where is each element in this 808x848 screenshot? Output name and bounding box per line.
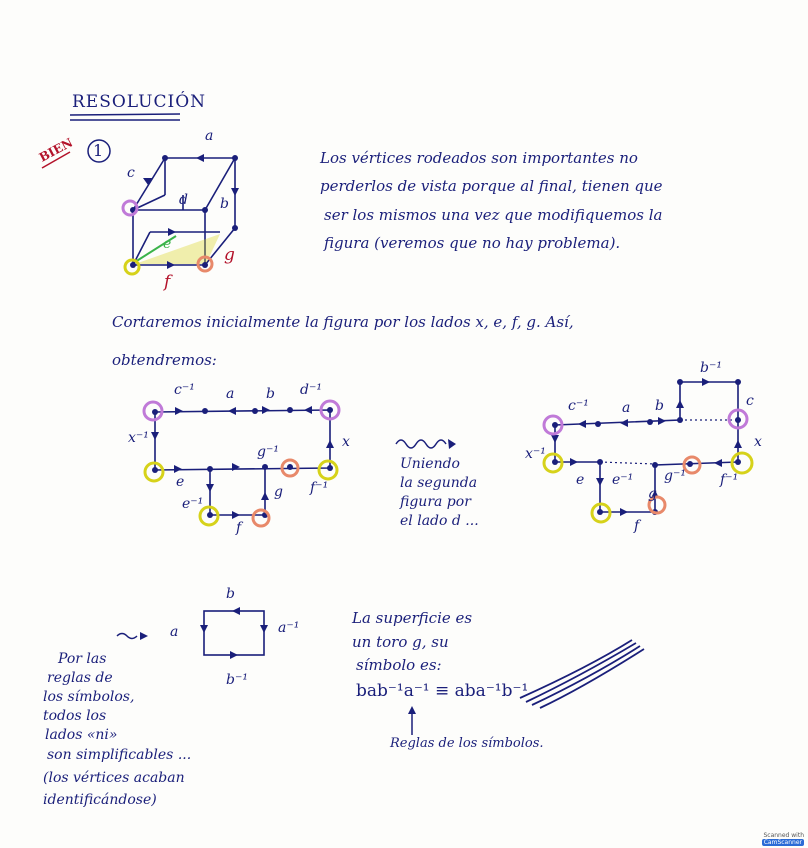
cut-line: obtendremos: — [112, 351, 217, 369]
cube-label-d: d — [179, 192, 188, 208]
rules-caption: Reglas de los símbolos. — [390, 736, 544, 751]
scanner-watermark-line1: Scanned with — [763, 832, 804, 839]
side-note-line: todos los — [43, 708, 107, 724]
item-number: 1 — [93, 141, 104, 160]
scanner-watermark-line2: CamScanner — [763, 839, 802, 846]
net2-label: f⁻¹ — [720, 472, 739, 488]
side-note-line: identificándose) — [43, 792, 157, 808]
net1-label: f⁻¹ — [310, 480, 329, 496]
net2-label: f — [634, 518, 640, 534]
cube-label-b: b — [220, 196, 229, 212]
joining-note-line: el lado d ... — [400, 513, 479, 529]
net1-label: b — [266, 386, 275, 402]
joining-note-line: figura por — [400, 494, 471, 510]
square-label-right: a⁻¹ — [278, 620, 300, 636]
net1-label: e⁻¹ — [182, 496, 204, 512]
net1-label: x — [342, 434, 350, 450]
cube-label-c: c — [127, 165, 135, 181]
net2-label: a — [622, 400, 631, 416]
square-label-top: b — [226, 586, 235, 602]
side-note-line: Por las — [58, 651, 107, 667]
intro-line: perderlos de vista porque al final, tienen que — [320, 177, 663, 195]
side-note-line: reglas de — [47, 670, 113, 686]
side-note-line: (los vértices acaban — [43, 770, 185, 786]
side-note-line: son simplificables ... — [47, 747, 192, 763]
surface-line: La superficie es — [352, 609, 473, 627]
net2-label: g — [648, 486, 657, 502]
cube-label-g: g — [224, 245, 235, 265]
cube-label-a: a — [205, 128, 214, 144]
surface-line: símbolo es: — [356, 656, 442, 674]
page-heading: RESOLUCIÓN — [72, 92, 207, 112]
intro-line: ser los mismos una vez que modifiquemos la — [324, 206, 663, 224]
grade-mark: BIEN — [36, 135, 76, 165]
net2-label: c — [746, 393, 754, 409]
net2-label: g⁻¹ — [664, 468, 686, 484]
square-label-left: a — [170, 624, 179, 640]
net1-label: d⁻¹ — [300, 382, 322, 398]
net2-label: b⁻¹ — [700, 360, 722, 376]
net2-label: b — [655, 398, 664, 414]
cube-label-e: e — [163, 236, 172, 252]
net1-label: f — [236, 520, 242, 536]
surface-line: un toro g, su — [352, 633, 449, 651]
intro-line: Los vértices rodeados son importantes no — [320, 149, 638, 167]
net1-label: a — [226, 386, 235, 402]
side-note-line: lados «ni» — [45, 727, 118, 743]
symbol-equation: bab⁻¹a⁻¹ ≡ aba⁻¹b⁻¹ — [356, 681, 529, 701]
net1-label: c⁻¹ — [174, 382, 195, 398]
square-label-bottom: b⁻¹ — [226, 672, 248, 688]
net2-label: c⁻¹ — [568, 398, 589, 414]
scanner-watermark — [762, 832, 804, 846]
cube-label-f: f — [164, 272, 171, 292]
net2-label: x — [754, 434, 762, 450]
cut-line: Cortaremos inicialmente la figura por los lados x, e, f, g. Así, — [112, 313, 574, 331]
joining-note-line: Uniendo — [400, 456, 460, 472]
net2-label: e — [576, 472, 585, 488]
net1-label: x⁻¹ — [128, 430, 149, 446]
intro-line: figura (veremos que no hay problema). — [324, 234, 621, 252]
side-note-line: los símbolos, — [43, 689, 135, 705]
joining-note-line: la segunda — [400, 475, 478, 491]
net2-label: x⁻¹ — [525, 446, 546, 462]
net1-label: g — [274, 484, 283, 500]
net1-label: g⁻¹ — [257, 444, 279, 460]
net2-label: e⁻¹ — [612, 472, 634, 488]
net1-label: e — [176, 474, 185, 490]
